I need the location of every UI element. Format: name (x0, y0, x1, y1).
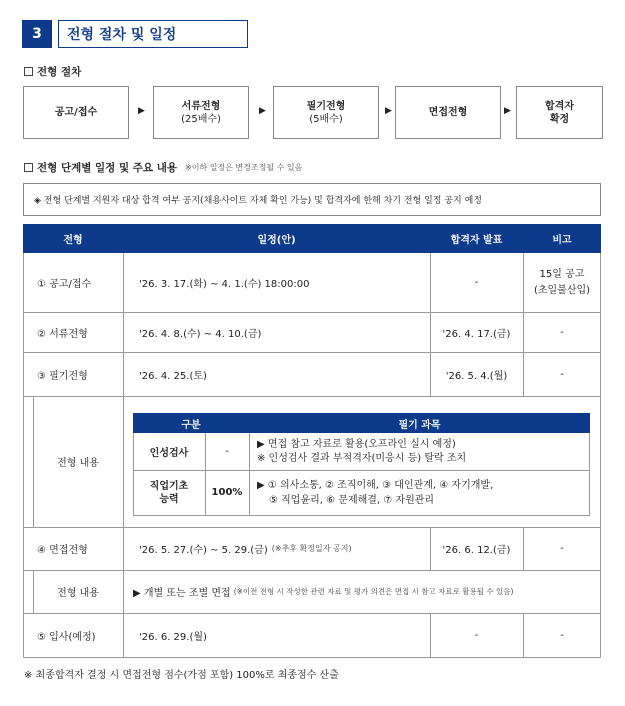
announce-join: - (474, 629, 479, 641)
announce-interview: '26. 6. 12.(금) (442, 545, 511, 556)
remark-join: - (560, 629, 564, 641)
written-exam-table (133, 413, 590, 516)
arrow-right-icon: ▶ (259, 106, 266, 116)
date-interview: '26. 5. 27.(수) ~ 5. 29.(금) (※추후 확정일자 공지) (139, 544, 352, 556)
flow-step-5: 합격자 확정 (516, 86, 603, 139)
exam-ncs-category: 직업기초 능력 (149, 480, 189, 505)
remark-interview: - (560, 543, 564, 554)
exam-ncs-desc: ▶ ① 의사소통, ② 조직이해, ③ 대인관계, ④ 자기개발, ⑤ 직업윤리, ⑥ 문제해결, ⑦ 자원관리 (257, 479, 494, 506)
interview-content: ▶ 개별 또는 조별 면접 (※이전 전형 시 작성한 관련 자료 및 평가 의견은 면접 시 참고 자료로 활용될 수 있음) (133, 587, 514, 599)
exam-header-category: 구분 (133, 413, 249, 433)
schedule-table (23, 224, 601, 658)
arrow-right-icon: ▶ (385, 106, 392, 116)
section-header (22, 20, 248, 48)
exam-personality-category: 인성검사 (149, 448, 189, 459)
exam-personality-weight: - (225, 446, 229, 457)
square-bullet-icon (24, 163, 33, 172)
date-written: '26. 4. 25.(토) (139, 370, 207, 382)
col-header-stage: 전형 (23, 224, 123, 253)
arrow-right-icon: ▶ (504, 106, 511, 116)
remark-apply: 15일 공고 (초일불산입) (533, 268, 591, 296)
col-header-remark: 비고 (523, 224, 601, 253)
stage-document: ② 서류전형 (37, 328, 88, 340)
stage-join: ⑤ 입사(예정) (37, 631, 96, 643)
flow-step-1: 공고/접수 (23, 86, 129, 139)
procedure-heading: 전형 절차 (24, 64, 81, 79)
written-content-label: 전형 내용 (57, 458, 99, 469)
flow-step-2: 서류전형 (25배수) (153, 86, 249, 139)
announce-apply: - (474, 277, 479, 288)
date-document: '26. 4. 8.(수) ~ 4. 10.(금) (139, 328, 262, 340)
section-number: 3 (22, 20, 52, 48)
exam-personality-desc: ▶ 면접 참고 자료로 활용(오프라인 실시 예정) ※ 인성검사 결과 부적격자(미응시 등) 탈락 조치 (257, 438, 467, 464)
footnote: ※ 최종합격자 결정 시 면접전형 점수(가점 포함) 100%로 최종점수 산출 (24, 670, 339, 681)
section-title: 전형 절차 및 일정 (58, 20, 248, 48)
flow-step-3: 필기전형 (5배수) (273, 86, 379, 139)
remark-written: - (560, 368, 564, 380)
remark-document: - (560, 326, 564, 338)
col-header-announce: 합격자 발표 (430, 224, 523, 253)
schedule-heading-note: ※이하 일정은 변경조정될 수 있음 (185, 163, 303, 172)
announce-written: '26. 5. 4.(월) (445, 370, 508, 382)
stage-apply: ① 공고/접수 (37, 279, 92, 290)
procedure-flow (23, 86, 603, 139)
stage-written: ③ 필기전형 (37, 370, 88, 382)
arrow-right-icon: ▶ (138, 106, 145, 116)
schedule-notice: ◈ 전형 단계별 지원자 대상 합격 여부 공지(채용사이트 자체 확인 가능) 및 합격자에 한해 차기 전형 일정 공지 예정 (23, 183, 601, 216)
stage-interview: ④ 면접전형 (37, 545, 88, 556)
schedule-heading: 전형 단계별 일정 및 주요 내용 ※이하 일정은 변경조정될 수 있음 (24, 160, 302, 175)
interview-content-label: 전형 내용 (57, 588, 99, 599)
date-apply: '26. 3. 17.(화) ~ 4. 1.(수) 18:00:00 (139, 279, 310, 290)
date-join: '26. 6. 29.(월) (139, 631, 207, 643)
flow-step-4: 면접전형 (395, 86, 501, 139)
square-bullet-icon (24, 67, 33, 76)
exam-header-subject: 필기 과목 (249, 413, 590, 433)
col-header-date: 일정(안) (123, 224, 430, 253)
exam-ncs-weight: 100% (211, 487, 243, 498)
announce-document: '26. 4. 17.(금) (442, 328, 511, 340)
